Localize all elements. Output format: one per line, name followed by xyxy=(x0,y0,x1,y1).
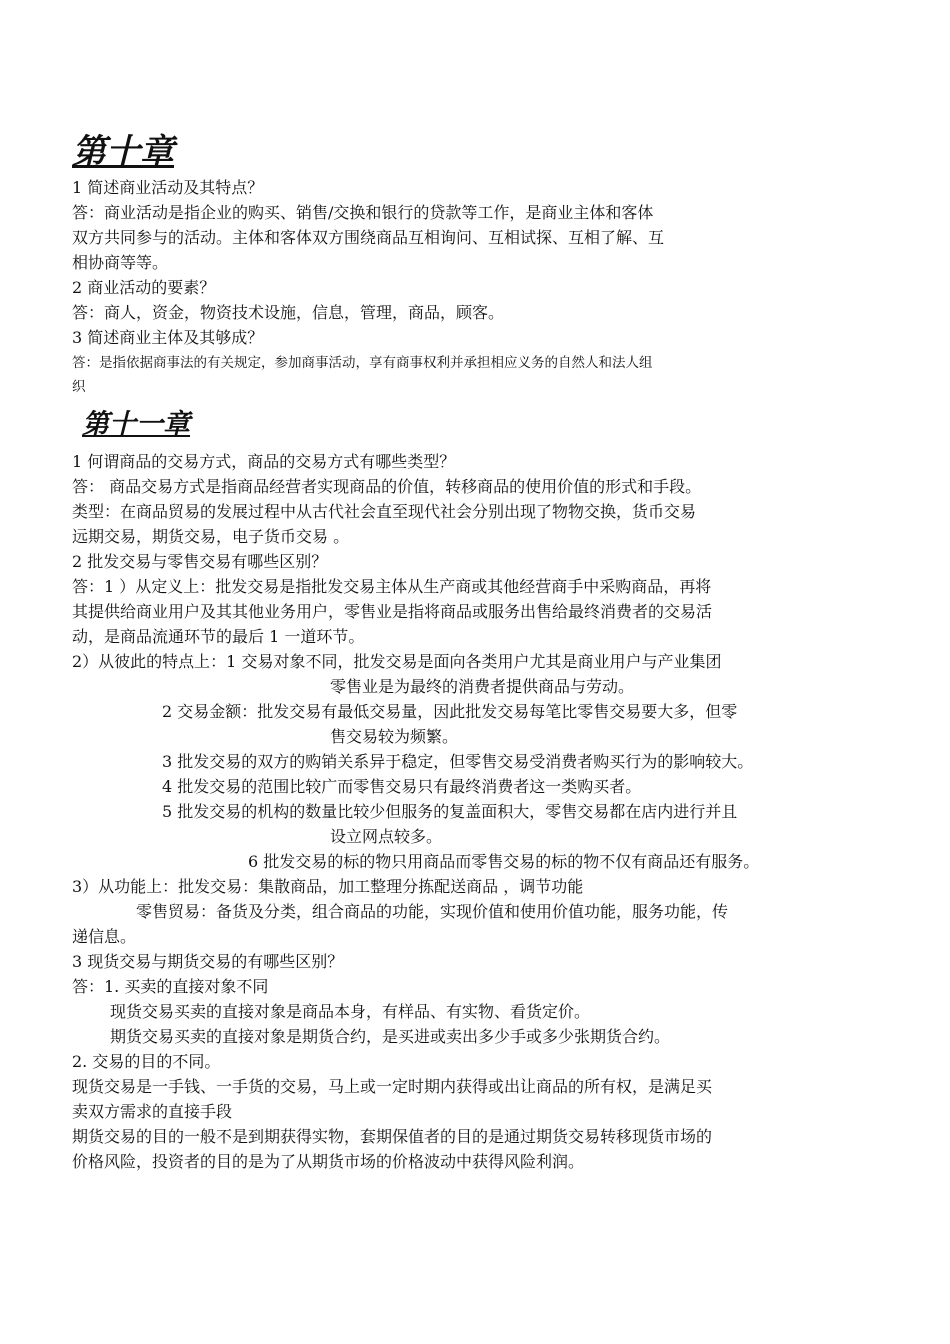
ch11-a3-point2: 2. 交易的目的不同。 xyxy=(72,1052,221,1071)
ch11-a2-feature-5-cont: 设立网点较多。 xyxy=(330,827,443,846)
ch11-a3-futures-purpose-line1: 期货交易的目的一般不是到期获得实物，套期保值者的目的是通过期货交易转移现货市场的 xyxy=(72,1127,713,1146)
ch11-a2-feature-1: 2）从彼此的特点上：1 交易对象不同，批发交易是面向各类用户尤其是商业用户与产业集团 xyxy=(72,652,722,671)
ch10-q2: 2 商业活动的要素？ xyxy=(72,278,216,297)
ch11-a3-spot-purpose-line2: 卖双方需求的直接手段 xyxy=(72,1102,233,1121)
ch11-a1: 答： 商品交易方式是指商品经营者实现商品的价值，转移商品的使用价值的形式和手段。 xyxy=(72,477,702,496)
ch11-a2-feature-2: 2 交易金额：批发交易有最低交易量，因此批发交易每笔比零售交易要大多，但零 xyxy=(162,702,738,721)
ch11-a2-feature-3: 3 批发交易的双方的购销关系异于稳定，但零售交易受消费者购买行为的影响较大。 xyxy=(162,752,754,771)
ch11-a3-spot-object: 现货交易买卖的直接对象是商品本身，有样品、有实物、看货定价。 xyxy=(110,1002,591,1021)
ch11-a3-futures-object: 期货交易买卖的直接对象是期货合约，是买进或卖出多少手或多少张期货合约。 xyxy=(110,1027,671,1046)
ch11-a2-function-wholesale: 3）从功能上：批发交易：集散商品，加工整理分拣配送商品 ，调节功能 xyxy=(72,877,584,896)
ch11-a2-def-line3: 动，是商品流通环节的最后 1 一道环节。 xyxy=(72,627,365,646)
ch11-a2-feature-6: 6 批发交易的标的物只用商品而零售交易的标的物不仅有商品还有服务。 xyxy=(248,852,760,871)
ch11-a2-feature-1-cont: 零售业是为最终的消费者提供商品与劳动。 xyxy=(330,677,635,696)
ch11-a2-function-retail-cont: 递信息。 xyxy=(72,927,137,946)
ch10-a1-line1: 答：商业活动是指企业的购买、销售/交换和银行的贷款等工作，是商业主体和客体 xyxy=(72,203,654,222)
ch11-types-line2: 远期交易，期货交易，电子货币交易 。 xyxy=(72,527,350,546)
ch10-a1-line2: 双方共同参与的活动。主体和客体双方围绕商品互相询问、互相试探、互相了解、互 xyxy=(72,228,665,247)
ch11-a2-def-line1: 答：1 ）从定义上：批发交易是指批发交易主体从生产商或其他经营商手中采购商品，再将 xyxy=(72,577,712,596)
ch11-a3-point1: 答：1. 买卖的直接对象不同 xyxy=(72,977,269,996)
ch11-a2-def-line2: 其提供给商业用户及其其他业务用户，零售业是指将商品或服务出售给最终消费者的交易活 xyxy=(72,602,713,621)
ch11-a3-futures-purpose-line2: 价格风险，投资者的目的是为了从期货市场的价格波动中获得风险利润。 xyxy=(72,1152,585,1171)
ch10-a2: 答：商人，资金，物资技术设施，信息，管理，商品，顾客。 xyxy=(72,303,505,322)
ch10-q1: 1 简述商业活动及其特点？ xyxy=(72,178,264,197)
ch11-a2-function-retail: 零售贸易：备货及分类，组合商品的功能，实现价值和使用价值功能，服务功能，传 xyxy=(136,902,729,921)
ch11-a3-spot-purpose-line1: 现货交易是一手钱、一手货的交易，马上或一定时期内获得或出让商品的所有权，是满足买 xyxy=(72,1077,713,1096)
ch11-types-line1: 类型：在商品贸易的发展过程中从古代社会直至现代社会分别出现了物物交换，货币交易 xyxy=(72,502,697,521)
ch10-q3: 3 简述商业主体及其够成？ xyxy=(72,328,264,347)
ch11-q2: 2 批发交易与零售交易有哪些区别？ xyxy=(72,552,328,571)
chapter-10-title: 第十章 xyxy=(72,132,174,172)
ch10-a1-line3: 相协商等等。 xyxy=(72,253,169,272)
chapter-11-title: 第十一章 xyxy=(82,409,190,440)
ch10-a3-line2: 织 xyxy=(72,379,86,395)
ch11-q1: 1 何谓商品的交易方式，商品的交易方式有哪些类型？ xyxy=(72,452,456,471)
ch10-a3-line1: 答：是指依据商事法的有关规定，参加商事活动，享有商事权利并承担相应义务的自然人和法人组 xyxy=(72,355,653,371)
ch11-q3: 3 现货交易与期货交易的有哪些区别？ xyxy=(72,952,344,971)
ch11-a2-feature-4: 4 批发交易的范围比较广而零售交易只有最终消费者这一类购买者。 xyxy=(162,777,642,796)
ch11-a2-feature-2-cont: 售交易较为频繁。 xyxy=(330,727,459,746)
ch11-a2-feature-5: 5 批发交易的机构的数量比较少但服务的复盖面积大，零售交易都在店内进行并且 xyxy=(162,802,738,821)
